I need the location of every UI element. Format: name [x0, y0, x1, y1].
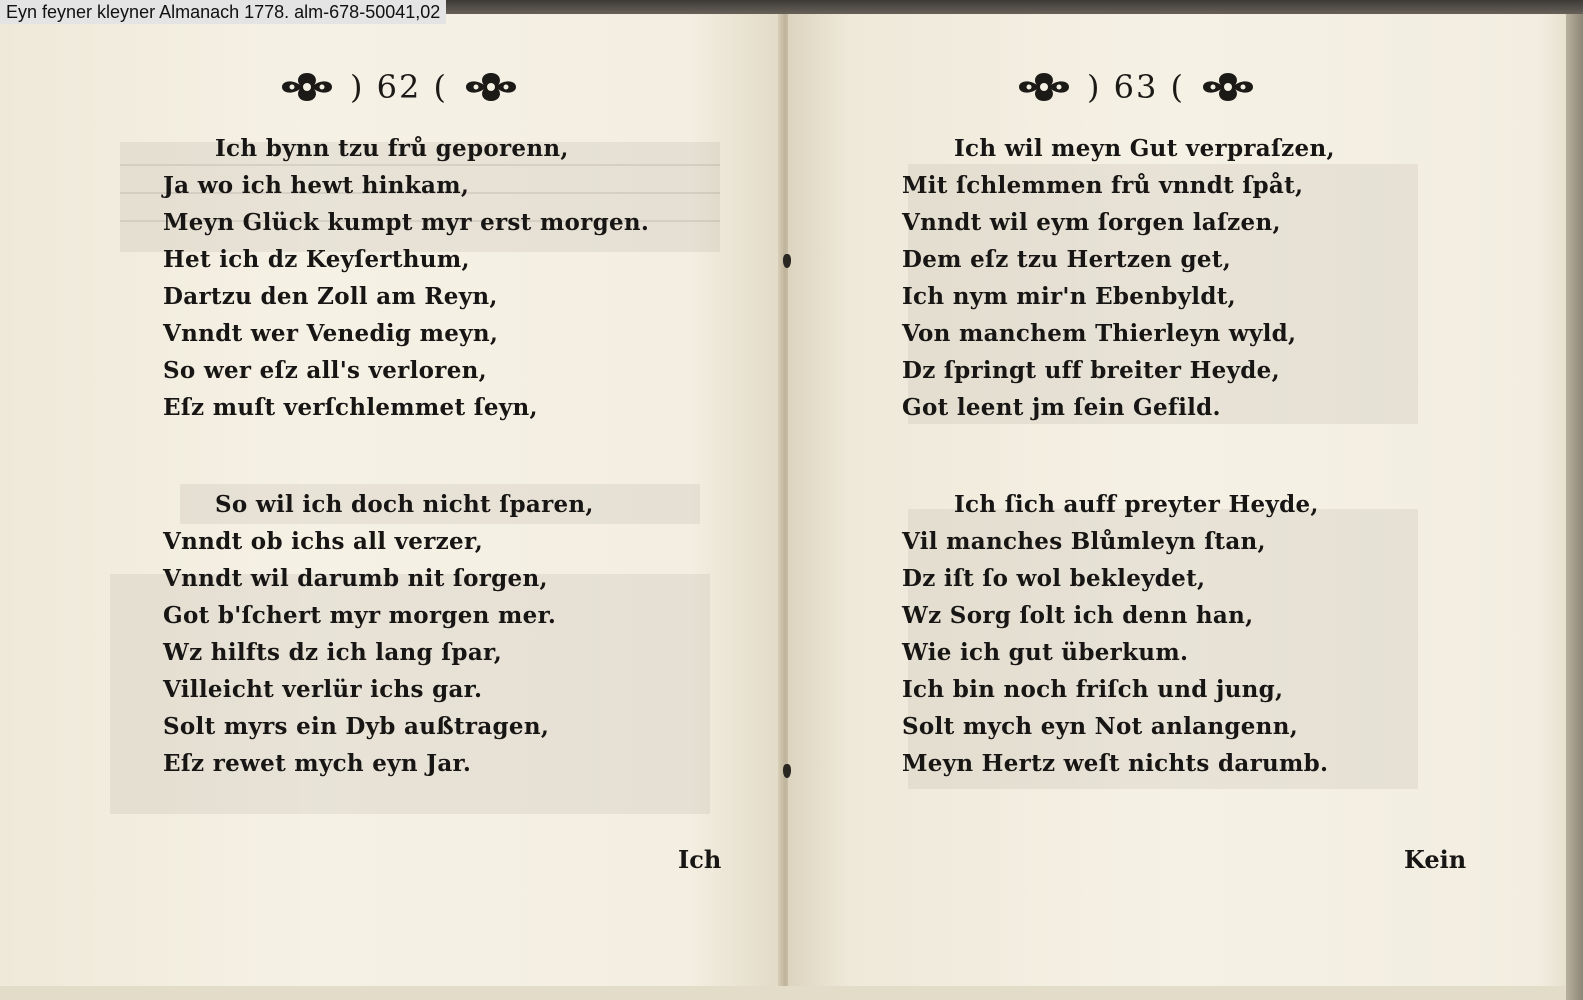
verse-line: Wz hilfts dz ich lang ſpar, [163, 639, 503, 666]
verse-line: Got leent jm ſein Gefild. [902, 394, 1221, 421]
verse-line: Von manchem Thierleyn wyld, [902, 320, 1297, 347]
verse-line: Solt mych eyn Not anlangenn, [902, 713, 1299, 740]
verse-line: Ich wil meyn Gut verpraſzen, [954, 135, 1335, 162]
poem-stanza [163, 130, 649, 426]
verse-line: Vnndt wil darumb nit ſorgen, [163, 565, 548, 592]
verse-line: Wz Sorg ſolt ich denn han, [902, 602, 1254, 629]
verse-line: Vil manches Blůmleyn ſtan, [902, 528, 1266, 555]
binding-thread-mark [783, 254, 791, 268]
verse-line: Meyn Hertz weſt nichts darumb. [902, 750, 1329, 777]
verse-line: Mit ſchlemmen frů vnndt ſpåt, [902, 172, 1304, 199]
poem-stanza [163, 486, 594, 782]
binding-thread-mark [783, 764, 791, 778]
verse-line: Dz iſt ſo wol bekleydet, [902, 565, 1206, 592]
fleuron-ornament-icon [278, 69, 336, 105]
verse-line: Vnndt wil eym ſorgen laſzen, [902, 209, 1281, 236]
poem-stanza [902, 486, 1328, 782]
verse-line: So wer eſz all's verloren, [163, 357, 487, 384]
left-page-header [278, 62, 520, 112]
verse-line: Dem eſz tzu Hertzen get, [902, 246, 1232, 273]
verse-line: Meyn Glück kumpt myr erst morgen. [163, 209, 650, 236]
verse-line: Solt myrs ein Dyb außtragen, [163, 713, 550, 740]
verse-line: Ich bynn tzu frů geporenn, [215, 135, 569, 162]
verse-line: Eſz muſt verſchlemmet ſeyn, [163, 394, 538, 421]
verse-line: Ich ſich auff preyter Heyde, [954, 491, 1319, 518]
verse-line: Eſz rewet mych eyn Jar. [163, 750, 472, 777]
fleuron-ornament-icon [1015, 69, 1073, 105]
poem-stanza [902, 130, 1335, 426]
image-caption: Eyn feyner kleyner Almanach 1778. alm-678-50041,02 [0, 0, 446, 24]
verse-line: Het ich dz Keyſerthum, [163, 246, 470, 273]
right-page-header [1015, 62, 1257, 112]
page-number: ) 63 ( [1087, 68, 1186, 106]
verse-line: Dartzu den Zoll am Reyn, [163, 283, 498, 310]
page-number: ) 62 ( [350, 68, 449, 106]
verse-line: Vnndt ob ichs all verzer, [163, 528, 483, 555]
verse-line: Villeicht verlür ichs gar. [163, 676, 483, 703]
fleuron-ornament-icon [462, 69, 520, 105]
verse-line: Ich nym mir'n Ebenbyldt, [902, 283, 1236, 310]
verse-line: Vnndt wer Venedig meyn, [163, 320, 499, 347]
verse-line: Dz ſpringt uff breiter Heyde, [902, 357, 1280, 384]
page-edge-shadow [1566, 14, 1583, 1000]
catchword: Ich [678, 845, 722, 874]
verse-line: Got b'ſchert myr morgen mer. [163, 602, 557, 629]
verse-line: Ja wo ich hewt hinkam, [163, 172, 470, 199]
catchword: Kein [1404, 845, 1467, 874]
verse-line: Ich bin noch friſch und jung, [902, 676, 1284, 703]
fleuron-ornament-icon [1199, 69, 1257, 105]
verse-line: So wil ich doch nicht ſparen, [215, 491, 594, 518]
verse-line: Wie ich gut überkum. [902, 639, 1189, 666]
